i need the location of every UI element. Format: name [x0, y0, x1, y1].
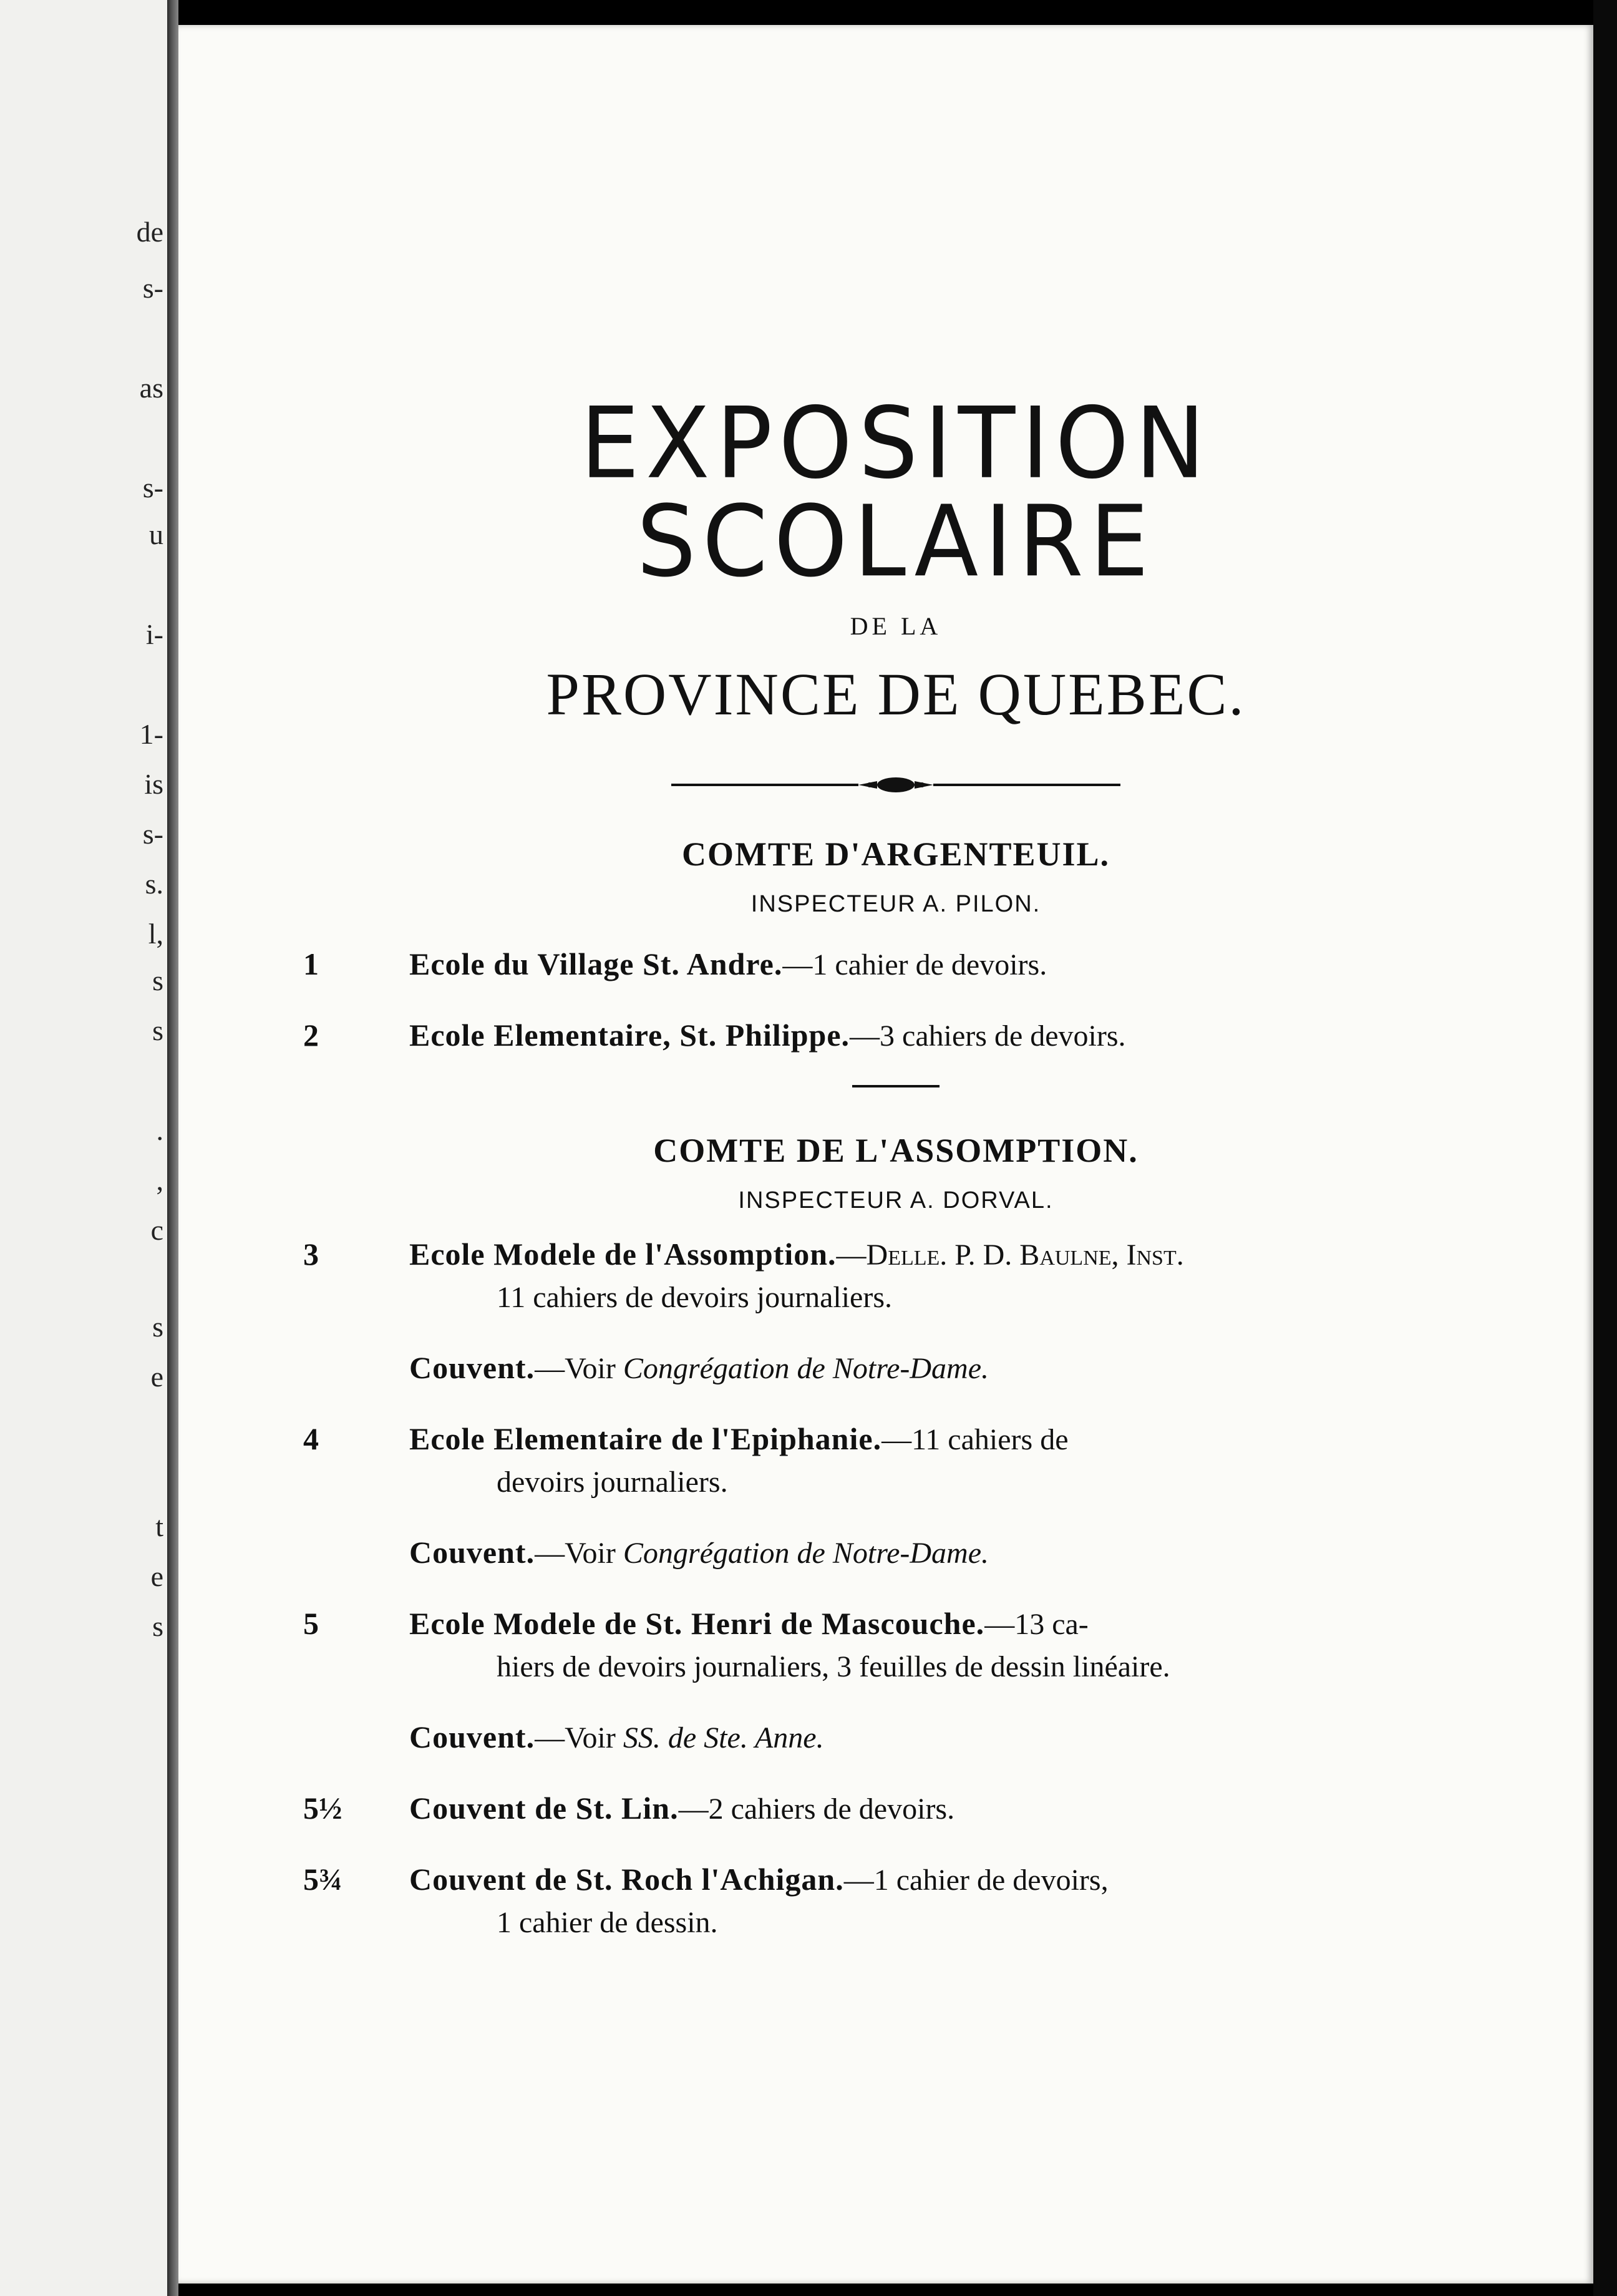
entry-number: 4	[303, 1421, 319, 1456]
left-page-fragment: s	[152, 1610, 163, 1642]
entry-name: Ecole du Village St. Andre.	[409, 946, 783, 981]
list-item	[303, 1787, 1488, 1831]
page-content	[303, 386, 1488, 1944]
list-item	[303, 1716, 1488, 1759]
entry-continuation: 1 cahier de dessin.	[497, 1906, 718, 1939]
list-item	[303, 1014, 1488, 1058]
entry-name: Ecole Modele de St. Henri de Mascouche.	[409, 1606, 985, 1641]
left-page-fragment: l,	[148, 918, 163, 950]
left-page-fragment: e	[150, 1361, 163, 1393]
entry-name: Couvent de St. Roch l'Achigan.	[409, 1862, 844, 1897]
entry-description: —1 cahier de devoirs.	[782, 948, 1047, 981]
entry-description: —Voir	[535, 1537, 623, 1570]
entry-name: Ecole Elementaire, St. Philippe.	[409, 1018, 850, 1053]
entry-reference: SS. de Ste. Anne.	[623, 1721, 824, 1754]
entry-description: —Delle. P. D. Baulne, Inst.	[836, 1238, 1184, 1272]
left-page-fragment: is	[144, 768, 163, 800]
section-separator	[852, 1085, 940, 1087]
entry-number: 1	[303, 946, 319, 981]
entry-continuation: 11 cahiers de devoirs journaliers.	[497, 1281, 893, 1314]
entry-number: 5	[303, 1606, 319, 1641]
entry-description: —2 cahiers de devoirs.	[678, 1793, 955, 1826]
left-page-fragment: e	[150, 1560, 163, 1592]
list-item	[303, 1602, 1488, 1688]
entry-number: 5¾	[303, 1862, 342, 1897]
left-page-fragment: s	[152, 1311, 163, 1343]
list-item	[303, 1531, 1488, 1575]
left-page-fragment: s	[152, 1014, 163, 1046]
left-page-sliver	[0, 0, 167, 2296]
left-page-fragment: as	[139, 372, 163, 404]
entry-name: Couvent.	[409, 1350, 535, 1385]
scan-border	[1593, 0, 1617, 2296]
ornament-divider-icon	[671, 772, 1120, 797]
entry-name: Couvent de St. Lin.	[409, 1791, 679, 1826]
page-subtitle: PROVINCE DE QUEBEC.	[546, 661, 1246, 727]
entry-description: —1 cahier de devoirs,	[843, 1864, 1109, 1897]
entry-number: 2	[303, 1018, 319, 1053]
entry-reference: Congrégation de Notre-Dame.	[623, 1537, 989, 1570]
left-page-fragment: .	[156, 1114, 163, 1146]
left-page-fragment: s-	[142, 272, 163, 304]
list-item	[303, 1233, 1488, 1319]
inspector-line: INSPECTEUR A. PILON.	[750, 891, 1041, 917]
list-item	[303, 1858, 1488, 1944]
page-title: EXPOSITION SCOLAIRE	[580, 386, 1212, 600]
entry-name: Couvent.	[409, 1720, 535, 1754]
entry-continuation: devoirs journaliers.	[497, 1466, 728, 1499]
entry-description: —13 ca-	[984, 1608, 1089, 1641]
entry-name: Ecole Elementaire de l'Epiphanie.	[409, 1421, 882, 1456]
left-page-fragment: i-	[145, 618, 163, 650]
document-page	[178, 25, 1593, 2284]
left-page-fragment: t	[155, 1510, 163, 1542]
entry-continuation: hiers de devoirs journaliers, 3 feuilles de dessin linéaire.	[497, 1650, 1170, 1683]
list-item	[303, 943, 1488, 986]
entry-name: Ecole Modele de l'Assomption.	[409, 1237, 837, 1272]
inspector-line: INSPECTEUR A. DORVAL.	[738, 1187, 1054, 1214]
left-page-fragment: 1-	[139, 718, 163, 750]
entry-description: —11 cahiers de	[881, 1423, 1069, 1456]
entry-number: 5½	[303, 1791, 342, 1826]
left-page-fragment: s-	[142, 472, 163, 503]
entry-description: —Voir	[535, 1352, 623, 1385]
list-item	[303, 1418, 1488, 1504]
entry-description: —Voir	[535, 1721, 623, 1754]
entry-name: Couvent.	[409, 1535, 535, 1570]
left-page-fragment: de	[136, 216, 163, 248]
left-page-fragment: s-	[142, 818, 163, 850]
entry-reference: Congrégation de Notre-Dame.	[623, 1352, 989, 1385]
title-connector: DE LA	[850, 612, 942, 640]
list-item	[303, 1346, 1488, 1390]
left-page-fragment: s.	[145, 868, 163, 900]
book-gutter	[167, 0, 178, 2296]
left-page-fragment: s	[152, 965, 163, 996]
county-heading: COMTE DE L'ASSOMPTION.	[653, 1132, 1139, 1169]
entry-number: 3	[303, 1237, 319, 1272]
entry-description: —3 cahiers de devoirs.	[850, 1019, 1126, 1053]
left-page-fragment: u	[149, 518, 163, 550]
left-page-fragment: ,	[156, 1164, 163, 1196]
county-heading: COMTE D'ARGENTEUIL.	[681, 835, 1110, 873]
left-page-fragment: c	[150, 1214, 163, 1246]
